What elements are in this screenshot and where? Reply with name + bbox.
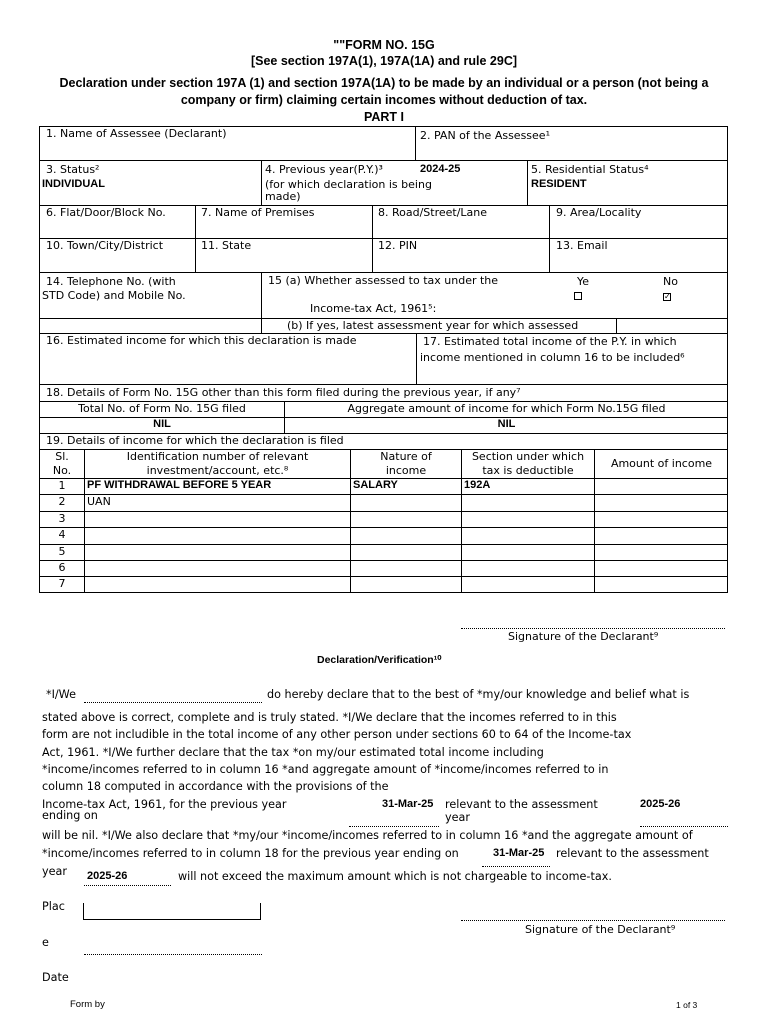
declaration-heading-line1: Declaration under section 197A (1) and section 197A(1A) to be made by an individual or a person (not being a — [59, 76, 709, 90]
verif-line8: will be nil. *I/We also declare that *my/our *income/incomes referred to in column 16 *and the aggregate amount of — [42, 829, 693, 842]
part-title: PART I — [363, 110, 405, 124]
field-status-value: INDIVIDUAL — [42, 178, 105, 190]
declaration-heading-line2: company or firm) claiming certain incomes without deduction of tax. — [180, 93, 588, 107]
verif-line7c: relevant to the assessment — [445, 798, 598, 811]
verif-line4: Act, 1961. *I/We further declare that the tax *on my/our estimated total income including — [42, 746, 544, 759]
field-residential-label: 5. Residential Status⁴ — [531, 163, 649, 176]
col-nature-header-2: income — [385, 464, 427, 477]
col-sl-header-2: No. — [52, 464, 72, 477]
verif-line1: do hereby declare that to the best of *my/our knowledge and belief what is — [267, 688, 690, 701]
field-flat-label: 6. Flat/Door/Block No. — [46, 206, 166, 219]
date-label: Date — [42, 971, 69, 984]
cell-id: PF WITHDRAWAL BEFORE 5 YEAR — [87, 479, 272, 491]
field-prev-year-value: 2024-25 — [420, 163, 461, 175]
cell-sl: 4 — [58, 528, 66, 541]
verif-line7b: ending on — [42, 809, 98, 822]
table-row-divider — [39, 511, 728, 512]
field-total-income-label-2: income mentioned in column 16 to be included⁶ — [420, 351, 685, 364]
cell-sl: 3 — [58, 512, 66, 525]
field-income-details-label: 19. Details of income for which the declaration is filed — [46, 434, 344, 447]
col-section-header-2: tax is deductible — [482, 464, 574, 477]
verif-date-1: 31-Mar-25 — [382, 798, 434, 810]
field-prev-year-label: 4. Previous year(P.Y.)³ — [265, 163, 383, 176]
cell-nature: SALARY — [353, 479, 398, 491]
checkbox-no[interactable]: ✓ — [664, 292, 671, 301]
cell-sl: 7 — [58, 577, 66, 590]
field-residential-value: RESIDENT — [531, 178, 587, 190]
verif-ay-2: 2025-26 — [87, 870, 128, 882]
field-previous-forms-label: 18. Details of Form No. 15G other than this form filed during the previous year, if any⁷ — [46, 386, 521, 399]
verif-line6: column 18 computed in accordance with the provisions of the — [42, 780, 389, 793]
cell-sl: 6 — [58, 561, 66, 574]
verification-title: Declaration/Verification¹⁰ — [317, 654, 442, 666]
verif-line7a: Income-tax Act, 1961, for the previous year — [42, 798, 287, 811]
table-row-divider — [39, 544, 728, 545]
field-phone-label: 14. Telephone No. (with — [46, 275, 176, 288]
date-blank[interactable] — [84, 954, 262, 955]
field-assessed-label: 15 (a) Whether assessed to tax under the — [268, 274, 499, 287]
col-id-header-2: investment/account, etc.⁸ — [146, 464, 289, 477]
verif-line10b: will not exceed the maximum amount which is not chargeable to income-tax. — [178, 870, 612, 883]
col-sl-header: Sl. — [55, 450, 69, 463]
field-town-label: 10. Town/City/District — [46, 239, 164, 252]
form-sections: [See section 197A(1), 197A(1A) and rule 29C] — [250, 54, 518, 68]
col-aggregate-amount: Aggregate amount of income for which Form No.15G filed — [347, 402, 666, 415]
cell-sl: 5 — [58, 545, 66, 558]
verif-line5: *income/incomes referred to in column 16 *and aggregate amount of *income/incomes referred to in — [42, 763, 609, 776]
verif-ay-1: 2025-26 — [640, 798, 681, 810]
value-total-forms: NIL — [153, 418, 171, 430]
cell-sl: 1 — [58, 479, 66, 492]
field-area-label: 9. Area/Locality — [556, 206, 642, 219]
field-name-label: 1. Name of Assessee (Declarant) — [46, 127, 227, 140]
signature-label: Signature of the Declarant⁹ — [508, 630, 659, 643]
field-road-label: 8. Road/Street/Lane — [378, 206, 488, 219]
field-pin-label: 12. PIN — [378, 239, 418, 252]
table-row-divider — [39, 576, 728, 577]
cell-section: 192A — [464, 479, 491, 491]
place-label-2: e — [42, 936, 49, 949]
option-no-label: No — [663, 275, 678, 288]
cell-sl: 2 — [58, 495, 66, 508]
cell-id: UAN — [87, 495, 111, 508]
signature-label-2: Signature of the Declarant⁹ — [525, 923, 676, 936]
verif-line7d: year — [445, 811, 470, 824]
verif-line3: form are not includible in the total income of any other person under sections 60 to 64 of the Income-tax — [42, 728, 632, 741]
field-prev-year-label-3: made) — [265, 190, 301, 203]
col-amount-header: Amount of income — [610, 457, 713, 470]
form-title: ""FORM NO. 15G — [333, 38, 435, 52]
verif-iwe: *I/We — [46, 688, 76, 701]
place-label: Plac — [42, 900, 65, 913]
col-nature-header: Nature of — [380, 450, 432, 463]
field-assessed-label-2: Income-tax Act, 1961⁵: — [310, 302, 437, 315]
verif-date-2: 31-Mar-25 — [493, 847, 545, 859]
field-prev-year-label-2: (for which declaration is being — [265, 178, 432, 191]
value-aggregate-amount: NIL — [497, 418, 516, 430]
option-yes-label: Ye — [577, 275, 590, 288]
col-total-forms: Total No. of Form No. 15G filed — [78, 402, 246, 415]
col-section-header: Section under which — [471, 450, 585, 463]
checkbox-yes[interactable] — [574, 292, 582, 300]
field-email-label: 13. Email — [556, 239, 608, 252]
verif-line9a: *income/incomes referred to in column 18 for the previous year ending on — [42, 847, 459, 860]
field-estimated-income-label: 16. Estimated income for which this declaration is made — [46, 334, 357, 347]
field-assessment-year-label: (b) If yes, latest assessment year for which assessed — [287, 319, 579, 332]
field-phone-label-2: STD Code) and Mobile No. — [42, 289, 186, 302]
footer-form-by: Form by — [70, 999, 105, 1010]
field-pan-label: 2. PAN of the Assessee¹ — [420, 129, 550, 142]
field-total-income-label: 17. Estimated total income of the P.Y. in which — [423, 335, 677, 348]
declarant-name-blank[interactable] — [84, 702, 262, 703]
table-row-divider — [39, 527, 728, 528]
verif-line2: stated above is correct, complete and is truly stated. *I/We declare that the incomes referred to in this — [42, 711, 617, 724]
field-status-label: 3. Status² — [46, 163, 100, 176]
field-state-label: 11. State — [201, 239, 252, 252]
col-id-header: Identification number of relevant — [126, 450, 309, 463]
footer-page-number: 1 of 3 — [676, 1000, 698, 1010]
verif-line9b: relevant to the assessment — [556, 847, 709, 860]
place-input[interactable] — [83, 903, 261, 920]
field-premises-label: 7. Name of Premises — [201, 206, 315, 219]
table-row-divider — [39, 560, 728, 561]
verif-line10a: year — [42, 865, 67, 878]
